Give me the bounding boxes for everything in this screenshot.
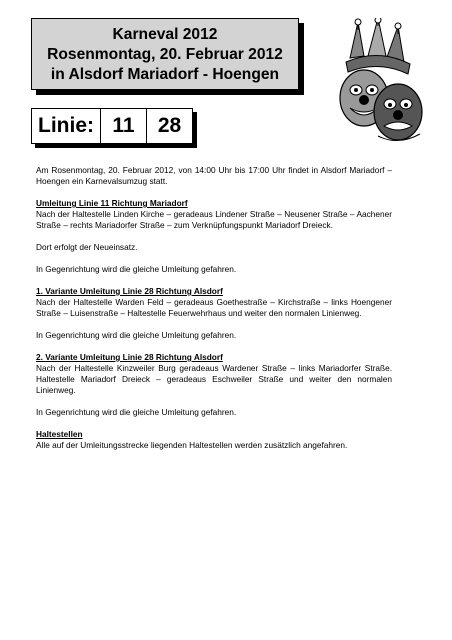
title-box [31, 18, 299, 90]
line-number-28: 28 [157, 114, 182, 137]
section-return-note: In Gegenrichtung wird die gleiche Umleitung gefahren. [36, 407, 237, 417]
title-line-3: in Alsdorf Mariadorf - Hoengen [50, 66, 280, 83]
section-linie-28-variant-2 [36, 352, 392, 396]
section-heading: Haltestellen [36, 429, 83, 439]
section-note: Dort erfolgt der Neueinsatz. [36, 242, 138, 252]
section-heading: 2. Variante Umleitung Linie 28 Richtung Alsdorf [36, 352, 223, 362]
section-text: Nach der Haltestelle Warden Feld – geradeaus Goethestraße – Kirchstraße – links Hoengener Straße – Luisenstraße – Haltestelle Feuerwehrhaus und weiter den normalen Linienweg. [36, 297, 392, 318]
title-line-2: Rosenmontag, 20. Februar 2012 [47, 46, 283, 63]
carnival-clown-masks-illustration [328, 18, 430, 146]
section-heading: 1. Variante Umleitung Linie 28 Richtung Alsdorf [36, 286, 223, 296]
section-heading: Umleitung Linie 11 Richtung Mariadorf [36, 198, 188, 208]
line-number-11: 11 [101, 109, 147, 143]
title-line-1: Karneval 2012 [112, 26, 218, 43]
section-linie-28-variant-1 [36, 286, 392, 319]
section-haltestellen [36, 429, 392, 451]
notice-body [36, 165, 392, 462]
section-linie-11 [36, 198, 392, 231]
section-return-note: In Gegenrichtung wird die gleiche Umleitung gefahren. [36, 264, 237, 274]
section-return-note: In Gegenrichtung wird die gleiche Umleitung gefahren. [36, 330, 237, 340]
intro-paragraph: Am Rosenmontag, 20. Februar 2012, von 14:00 Uhr bis 17:00 Uhr findet in Alsdorf Mariadorf – Hoengen ein Karnevalsumzug statt. [36, 165, 392, 186]
line-label: Linie: [32, 109, 101, 143]
line-number-box [31, 108, 193, 144]
section-text: Nach der Haltestelle Kinzweiler Burg geradeaus Wardener Straße – links Mariadorfer Straße. Haltestelle Mariadorf Dreieck – geradeaus Eschweiler Straße und weiter den normalen Linienweg. [36, 363, 392, 395]
section-text: Alle auf der Umleitungsstrecke liegenden Haltestellen werden zusätzlich angefahren. [36, 440, 348, 450]
section-text: Nach der Haltestelle Linden Kirche – geradeaus Lindener Straße – Neusener Straße – Aachener Straße – rechts Mariadorfer Straße – zum Verknüpfungspunkt Mariadorf Dreieck. [36, 209, 392, 230]
